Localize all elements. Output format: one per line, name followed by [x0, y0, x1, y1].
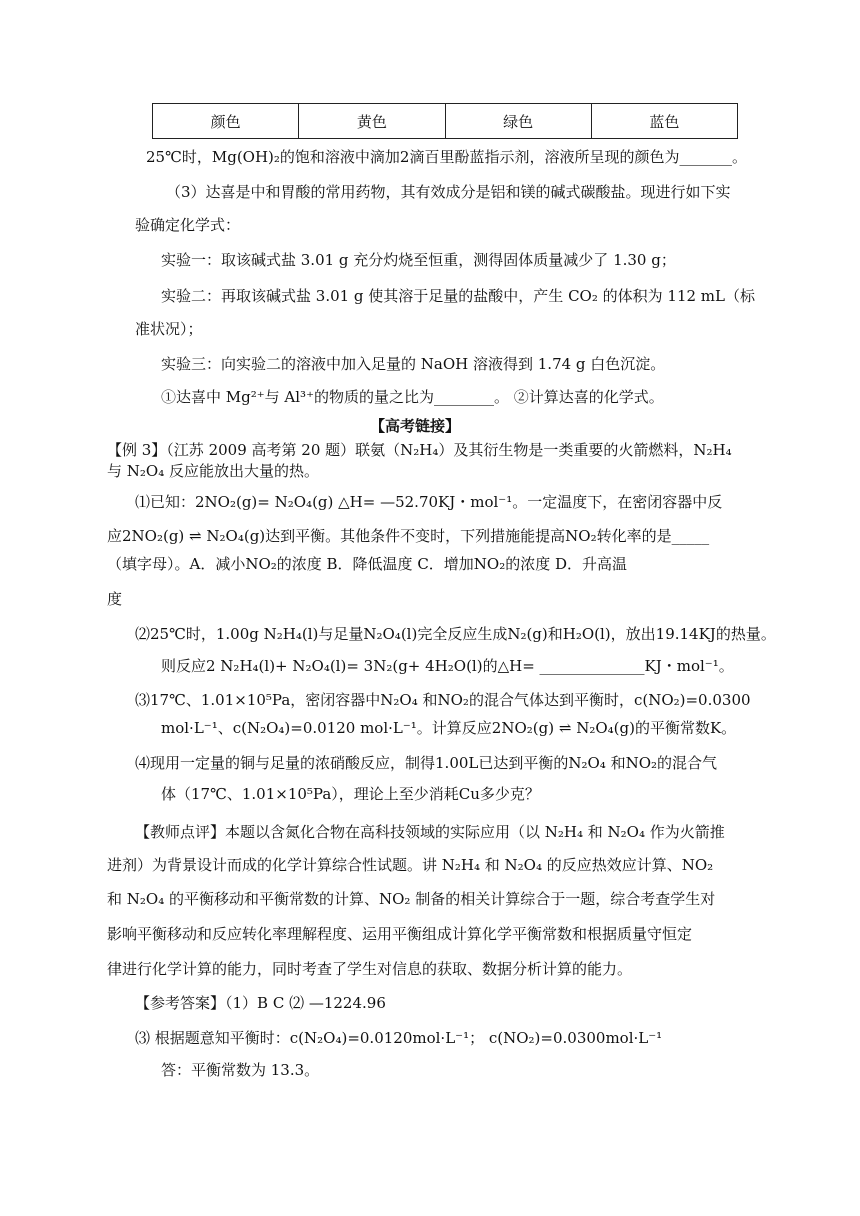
commentary-line: 影响平衡移动和反应转化率理解程度、运用平衡组成计算化学平衡常数和根据质量守恒定: [107, 925, 693, 943]
text-line: 实验三：向实验二的溶液中加入足量的 NaOH 溶液得到 1.74 g 白色沉淀。: [161, 355, 666, 373]
answer-line: ⑶ 根据题意知平衡时：c(N₂O₄)=0.0120mol·L⁻¹； c(NO₂)=0.0300mol·L⁻¹: [135, 1029, 663, 1047]
answer-line: 答：平衡常数为 13.3。: [161, 1061, 320, 1079]
text-line: 25℃时，Mg(OH)₂的饱和溶液中滴加2滴百里酚蓝指示剂，溶液所呈现的颜色为_______。: [146, 148, 747, 166]
table-cell: 颜色: [153, 104, 299, 139]
text-line: 实验一：取该碱式盐 3.01 g 充分灼烧至恒重，测得固体质量减少了 1.30 g；: [161, 251, 676, 269]
example-heading: 【例 3】（江苏 2009 高考第 20 题）联氨（N₂H₄）及其衍生物是一类重要的火箭燃料，N₂H₄: [107, 441, 732, 459]
text-line: 度: [107, 590, 123, 608]
text-line: mol·L⁻¹、c(N₂O₄)=0.0120 mol·L⁻¹。计算反应2NO₂(g) ⇌ N₂O₄(g)的平衡常数K。: [161, 719, 737, 737]
text-line: 实验二：再取该碱式盐 3.01 g 使其溶于足量的盐酸中，产生 CO₂ 的体积为 112 mL（标: [161, 287, 755, 305]
text-line: ①达喜中 Mg²⁺与 Al³⁺的物质的量之比为________。 ②计算达喜的化学式。: [161, 388, 664, 406]
text-line: ⑴已知：2NO₂(g)= N₂O₄(g) △H= —52.70KJ・mol⁻¹。一定温度下，在密闭容器中反: [135, 493, 723, 511]
answer-line: 【参考答案】（1）B C ⑵ —1224.96: [135, 994, 386, 1012]
commentary-line: 【教师点评】本题以含氮化合物在高科技领域的实际应用（以 N₂H₄ 和 N₂O₄ 作为火箭推: [135, 823, 725, 841]
text-line: 准状况）；: [135, 320, 203, 338]
text-line: （填字母）。A．减小NO₂的浓度 B．降低温度 C．增加NO₂的浓度 D．升高温: [107, 555, 628, 573]
commentary-line: 律进行化学计算的能力，同时考查了学生对信息的获取、数据分析计算的能力。: [107, 960, 633, 978]
table-cell: 蓝色: [591, 104, 737, 139]
section-heading: 【高考链接】: [370, 417, 461, 435]
text-line: ⑶17℃、1.01×10⁵Pa，密闭容器中N₂O₄ 和NO₂的混合气体达到平衡时，c(NO₂)=0.0300: [135, 691, 751, 709]
text-line: 验确定化学式：: [135, 216, 241, 234]
commentary-line: 和 N₂O₄ 的平衡移动和平衡常数的计算、NO₂ 制备的相关计算综合于一题，综合考查学生对: [107, 890, 716, 908]
text-line: 体（17℃、1.01×10⁵Pa），理论上至少消耗Cu多少克？: [161, 785, 540, 803]
text-line: （3）达喜是中和胃酸的常用药物，其有效成分是铝和镁的碱式碳酸盐。现进行如下实: [166, 183, 731, 201]
table-cell: 黄色: [299, 104, 445, 139]
indicator-color-table: [152, 103, 738, 139]
text-line: ⑷现用一定量的铜与足量的浓硝酸反应，制得1.00L已达到平衡的N₂O₄ 和NO₂的混合气: [135, 754, 718, 772]
text-line: 与 N₂O₄ 反应能放出大量的热。: [107, 462, 319, 480]
text-line: 则反应2 N₂H₄(l)+ N₂O₄(l)= 3N₂(g+ 4H₂O(l)的△H= ______________KJ・mol⁻¹。: [161, 657, 734, 675]
table-row: [153, 104, 738, 139]
commentary-line: 进剂）为背景设计而成的化学计算综合性试题。讲 N₂H₄ 和 N₂O₄ 的反应热效应计算、NO₂: [107, 856, 714, 874]
table-cell: 绿色: [445, 104, 591, 139]
text-line: ⑵25℃时，1.00g N₂H₄(l)与足量N₂O₄(l)完全反应生成N₂(g)和H₂O(l)，放出19.14KJ的热量。: [135, 625, 776, 643]
text-line: 应2NO₂(g) ⇌ N₂O₄(g)达到平衡。其他条件不变时，下列措施能提高NO₂转化率的是_____: [107, 527, 710, 545]
